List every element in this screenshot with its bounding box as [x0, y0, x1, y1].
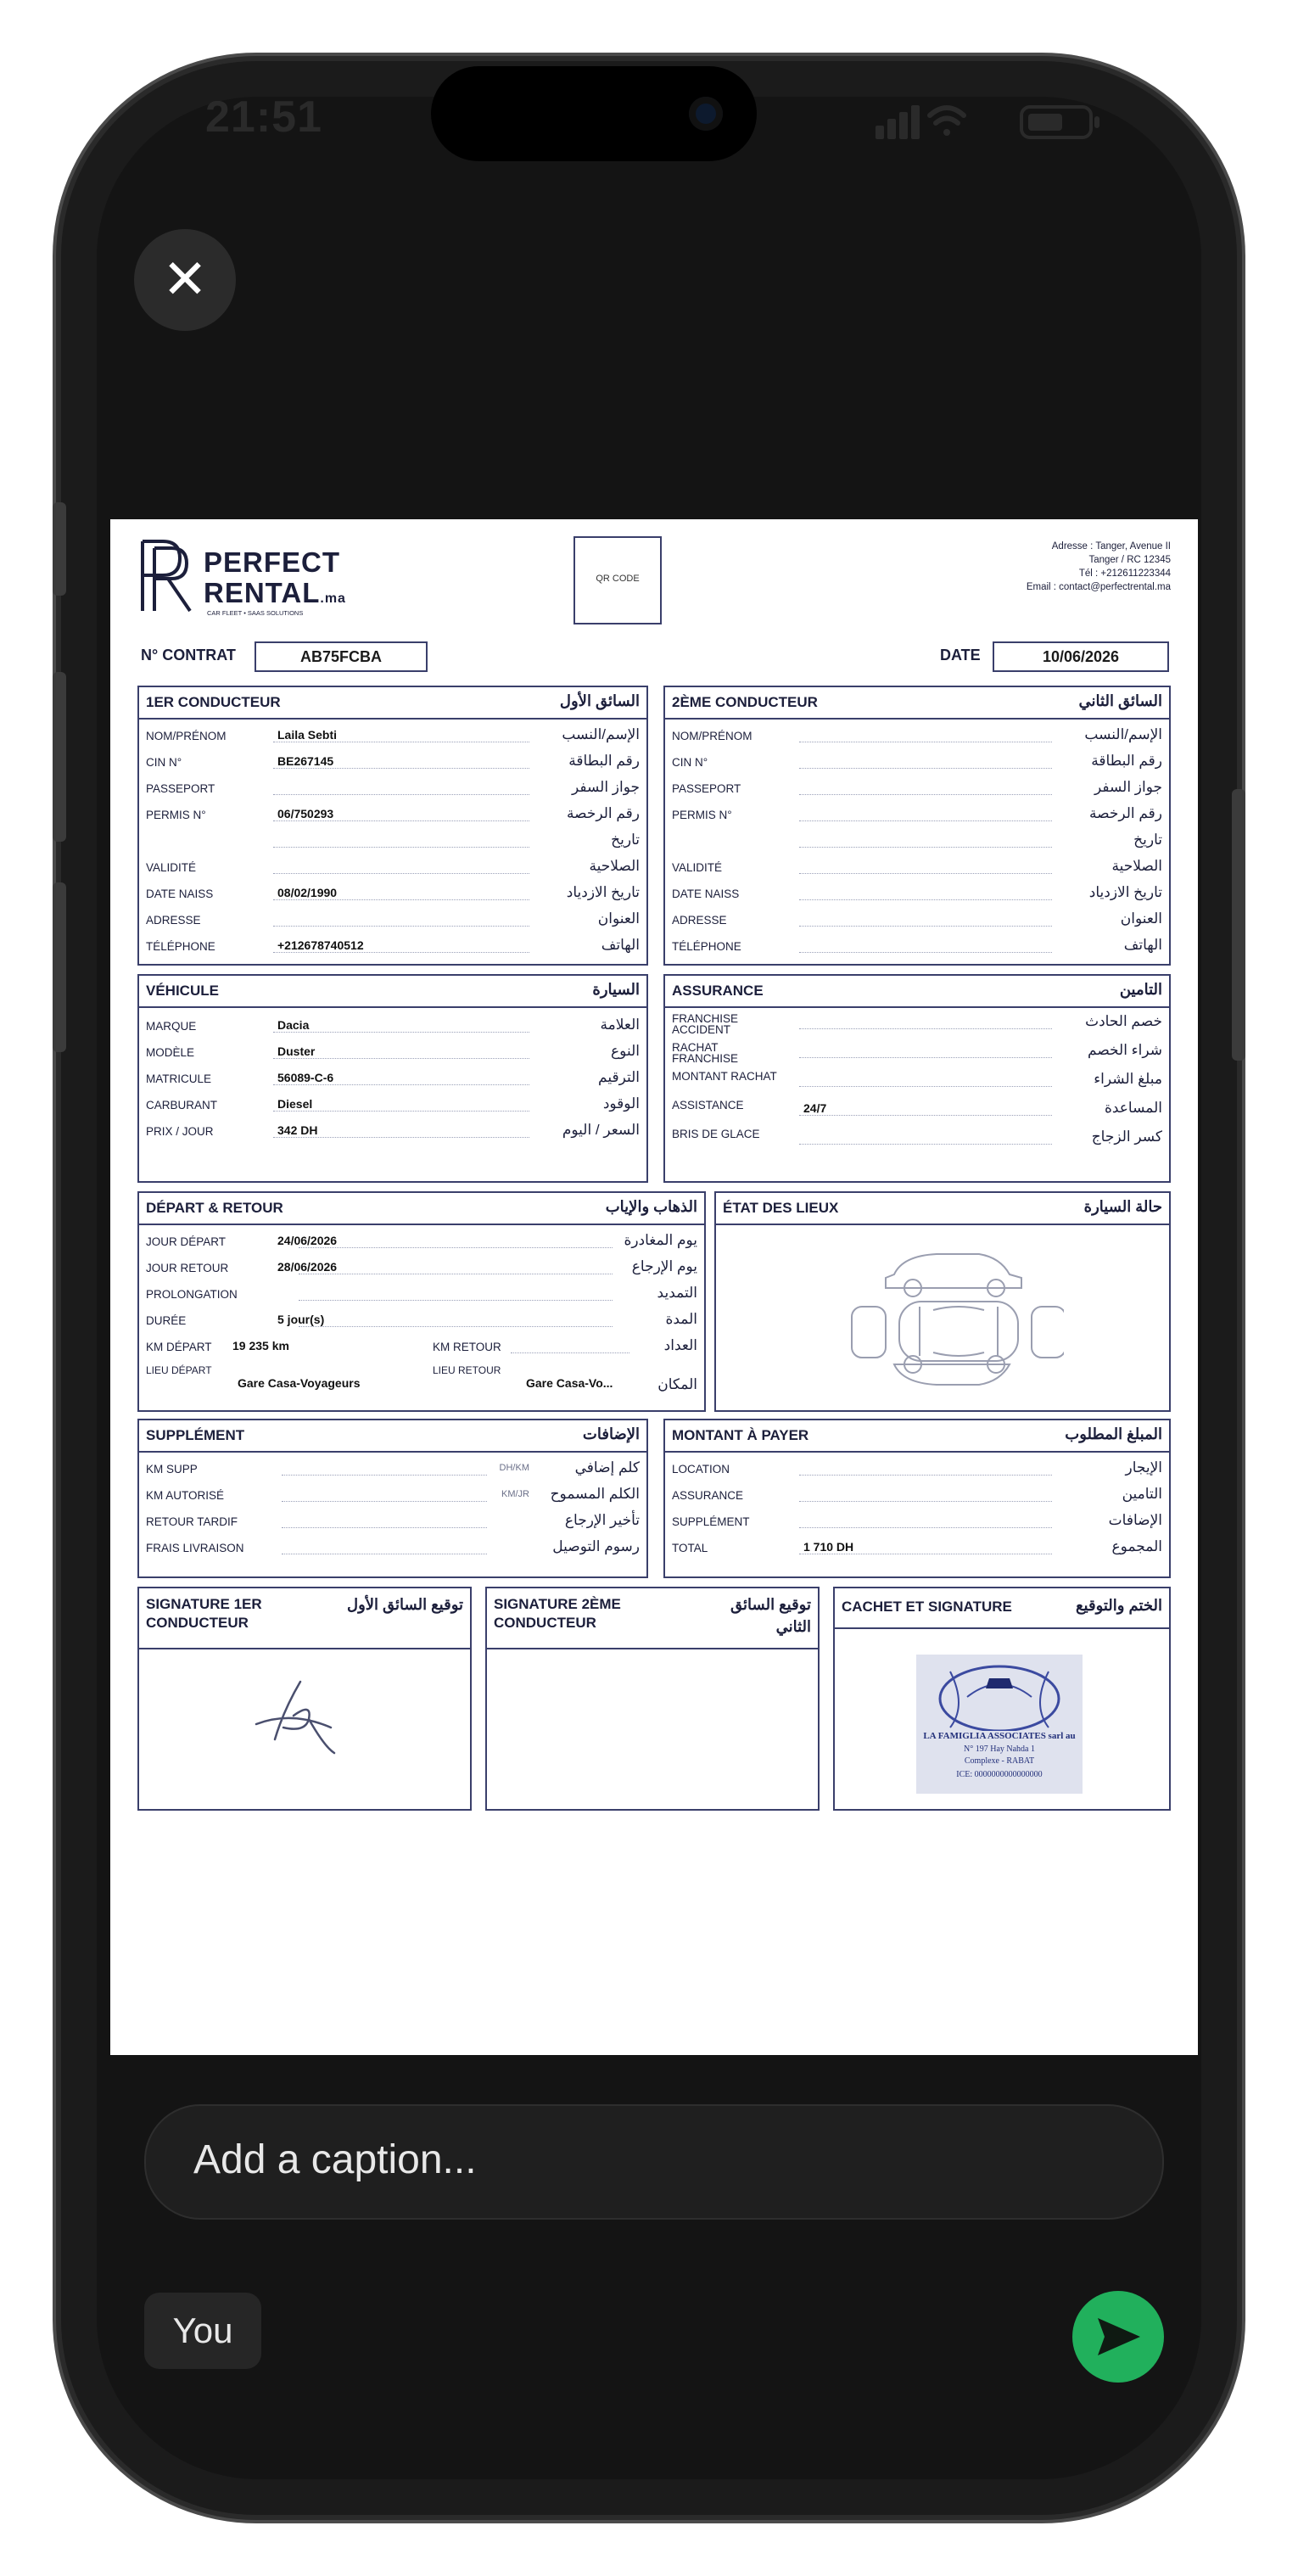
signature-driver2-box [485, 1587, 820, 1811]
address-line: Tél : +212611223344 [1078, 568, 1171, 579]
stamp-line2: N° 197 Hay Nahda 1 [964, 1744, 1035, 1754]
field-label-ar: جواز السفر [572, 779, 640, 795]
field-label: PROLONGATION [146, 1288, 238, 1301]
field-label-ar: تاريخ الازدياد [566, 884, 640, 900]
trip-header [139, 1193, 704, 1225]
contract-number-label: N° CONTRAT [141, 647, 236, 664]
field-label-ar: رقم البطاقة [568, 753, 640, 769]
field-value: 5 jour(s) [277, 1313, 325, 1326]
km-ar: العداد [663, 1337, 697, 1353]
field-dotted-line [799, 768, 1052, 769]
field-label-ar: الإيجار [1125, 1459, 1162, 1476]
driver1-row [146, 832, 640, 854]
field-label: KM AUTORISÉ [146, 1489, 225, 1502]
trip-row [146, 1285, 697, 1307]
field-dotted-line [799, 1475, 1052, 1476]
field-value: BE267145 [277, 754, 334, 768]
field-label: TÉLÉPHONE [146, 940, 215, 953]
driver2-title: 2ÈME CONDUCTEUR [672, 694, 818, 710]
field-dotted-line [282, 1475, 487, 1476]
logo-line2-text: RENTAL [204, 577, 321, 608]
stamp-title: CACHET ET SIGNATURE [842, 1599, 1012, 1615]
field-dotted-line [273, 899, 529, 900]
field-label: LOCATION [672, 1463, 730, 1476]
power-button [1232, 789, 1245, 1061]
km-retour-dots [511, 1352, 629, 1353]
driver1-header [139, 687, 646, 720]
field-label-ar: مبلغ الشراء [1094, 1071, 1162, 1087]
km-depart-label: KM DÉPART [146, 1341, 212, 1353]
driver2-header [665, 687, 1169, 720]
field-dotted-line [799, 1028, 1052, 1029]
supplement-section [137, 1419, 648, 1578]
vehicle-row [146, 1069, 640, 1091]
field-dotted-line [273, 768, 529, 769]
driver1-row [146, 779, 640, 801]
field-label-ar: خصم الحادث [1085, 1013, 1162, 1029]
logo-line2 [204, 577, 346, 609]
dynamic-island [431, 66, 757, 161]
vehicle-section [137, 974, 648, 1183]
address-line: Email : contact@perfectrental.ma [1026, 582, 1171, 592]
field-dotted-line [273, 794, 529, 795]
field-dotted-line [799, 926, 1052, 927]
field-label: RACHAT FRANCHISE [672, 1041, 739, 1065]
field-label: SUPPLÉMENT [672, 1515, 750, 1528]
field-dotted-line [273, 873, 529, 874]
field-label-ar: السعر / اليوم [562, 1122, 640, 1138]
condition-header [716, 1193, 1169, 1225]
document-preview [110, 519, 1198, 2055]
lieu-depart-value: Gare Casa-Voyageurs [238, 1376, 361, 1390]
payment-row [672, 1459, 1162, 1481]
payment-section [663, 1419, 1171, 1578]
field-label-ar: جواز السفر [1094, 779, 1162, 795]
signature-driver1-box [137, 1587, 472, 1811]
vehicle-header [139, 976, 646, 1008]
field-label: DATE NAISS [672, 888, 740, 900]
payment-header [665, 1420, 1169, 1453]
driver1-row [146, 937, 640, 959]
field-dotted-line [299, 1300, 613, 1301]
field-dotted-line [299, 1247, 613, 1248]
condition-section [714, 1191, 1171, 1412]
field-value: Diesel [277, 1097, 313, 1111]
field-label: PASSEPORT [146, 782, 215, 795]
field-label: JOUR RETOUR [146, 1262, 229, 1274]
field-label-ar: رسوم التوصيل [552, 1538, 640, 1554]
field-dotted-line [799, 899, 1052, 900]
insurance-section [663, 974, 1171, 1183]
supplement-row [146, 1538, 640, 1560]
vehicle-title: VÉHICULE [146, 983, 219, 999]
insurance-title: ASSURANCE [672, 983, 764, 999]
payment-title-ar: المبلغ المطلوب [1065, 1425, 1162, 1442]
field-value: 06/750293 [277, 807, 334, 820]
field-value: 28/06/2026 [277, 1260, 338, 1274]
insurance-row [672, 1128, 1162, 1151]
sig2-title: SIGNATURE 2ÈME CONDUCTEUR [494, 1596, 621, 1631]
field-label-ar: التمديد [657, 1285, 697, 1301]
insurance-title-ar: التامين [1119, 981, 1162, 998]
field-value: Dacia [277, 1018, 310, 1032]
supplement-header [139, 1420, 646, 1453]
field-dotted-line [799, 1115, 1052, 1116]
vehicle-row [146, 1043, 640, 1065]
km-row [146, 1337, 697, 1359]
field-dotted-line [799, 873, 1052, 874]
field-label: VALIDITÉ [146, 861, 197, 874]
field-value: 24/7 [803, 1101, 827, 1115]
field-label: NOM/PRÉNOM [672, 730, 753, 742]
field-dotted-line [282, 1527, 487, 1528]
date-value: 10/06/2026 [993, 641, 1169, 672]
car-diagram-icon [818, 1240, 1064, 1393]
lieu-retour-value: Gare Casa-Vo... [526, 1376, 613, 1390]
driver2-row [672, 726, 1162, 748]
lieu-retour-label: LIEU RETOUR [433, 1364, 501, 1376]
field-value: 08/02/1990 [277, 886, 338, 899]
supplement-row [146, 1459, 640, 1481]
field-label-ar: رقم البطاقة [1091, 753, 1162, 769]
trip-title: DÉPART & RETOUR [146, 1200, 283, 1216]
caption-placeholder: Add a caption... [193, 2137, 477, 2182]
cellular-signal-icon [876, 105, 920, 139]
field-value: 56089-C-6 [277, 1071, 334, 1084]
logo-line1: PERFECT [204, 546, 341, 578]
field-label: DURÉE [146, 1314, 187, 1327]
field-label: CIN N° [672, 756, 708, 769]
field-label: ADRESSE [146, 914, 201, 927]
field-value: 24/06/2026 [277, 1234, 338, 1247]
field-dotted-line [799, 1144, 1052, 1145]
field-label: NOM/PRÉNOM [146, 730, 227, 742]
insurance-header [665, 976, 1169, 1008]
field-label-ar: الترقيم [598, 1069, 640, 1085]
driver2-row [672, 910, 1162, 932]
field-dotted-line [799, 1527, 1052, 1528]
trip-section [137, 1191, 706, 1412]
contract-number-value: AB75FCBA [255, 641, 428, 672]
payment-row [672, 1486, 1162, 1508]
field-unit: KM/JR [501, 1489, 529, 1499]
field-label-ar: النوع [611, 1043, 640, 1059]
stamp-header [835, 1588, 1169, 1629]
logo-tagline: CAR FLEET • SAAS SOLUTIONS [207, 609, 304, 617]
field-label-ar: الإضافات [1108, 1512, 1162, 1528]
status-time: 21:51 [205, 92, 322, 142]
volume-up-button [53, 672, 66, 842]
supplement-title: SUPPLÉMENT [146, 1427, 245, 1443]
field-label: PRIX / JOUR [146, 1125, 214, 1138]
driver1-row [146, 726, 640, 748]
field-label: MONTANT RACHAT [672, 1070, 777, 1083]
vehicle-row [146, 1122, 640, 1144]
field-label: FRANCHISE ACCIDENT [672, 1012, 739, 1036]
field-label-ar: العنوان [597, 910, 640, 927]
field-label: VALIDITÉ [672, 861, 723, 874]
field-label-ar: الصلاحية [1111, 858, 1162, 874]
company-address [1027, 540, 1171, 594]
field-label-ar: يوم المغادرة [624, 1232, 697, 1248]
driver2-row [672, 884, 1162, 906]
sig2-title-ar: توقيع السائق الثاني [730, 1596, 811, 1635]
address-line: Tanger / RC 12345 [1088, 555, 1171, 565]
field-label-ar: الصلاحية [589, 858, 640, 874]
field-label-ar: الكلم المسموح [550, 1486, 640, 1502]
driver2-row [672, 805, 1162, 827]
field-label-ar: كسر الزجاج [1091, 1128, 1162, 1145]
field-label-ar: يوم الإرجاع [631, 1258, 697, 1274]
field-value: Laila Sebti [277, 728, 338, 742]
field-label-ar: التامين [1122, 1486, 1162, 1502]
field-dotted-line [273, 926, 529, 927]
sig2-header [487, 1588, 818, 1649]
field-label: DATE NAISS [146, 888, 214, 900]
field-unit: DH/KM [499, 1463, 529, 1473]
field-label: PASSEPORT [672, 782, 741, 795]
company-stamp-image [916, 1655, 1083, 1794]
field-label: PERMIS N° [672, 809, 732, 821]
close-icon: ✕ [162, 249, 208, 310]
sig1-title-ar: توقيع السائق الأول [346, 1596, 463, 1613]
field-label: BRIS DE GLACE [672, 1128, 760, 1140]
field-label-ar: كلم إضافي [574, 1459, 640, 1476]
field-label: CARBURANT [146, 1099, 218, 1112]
field-dotted-line [799, 820, 1052, 821]
caption-input[interactable] [144, 2104, 1164, 2220]
vehicle-row [146, 1016, 640, 1039]
supplement-row [146, 1512, 640, 1534]
driver1-row [146, 884, 640, 906]
driver1-row [146, 753, 640, 775]
trip-title-ar: الذهاب والإياب [605, 1198, 697, 1215]
field-dotted-line [799, 1057, 1052, 1058]
volume-down-button [53, 882, 66, 1052]
supplement-title-ar: الإضافات [582, 1425, 640, 1442]
field-label: FRAIS LIVRAISON [146, 1542, 244, 1554]
field-label: MATRICULE [146, 1072, 212, 1085]
status-icons [779, 95, 982, 146]
qr-code-label: QR CODE [596, 574, 640, 584]
driver2-row [672, 832, 1162, 854]
field-label: PERMIS N° [146, 809, 206, 821]
stamp-line3: Complexe - RABAT [964, 1756, 1035, 1766]
field-dotted-line [273, 820, 529, 821]
field-dotted-line [273, 1137, 529, 1138]
field-label-ar: الإسم/النسب [1084, 726, 1162, 742]
wifi-icon [930, 108, 964, 136]
field-value: 342 DH [277, 1123, 318, 1137]
address-line: Adresse : Tanger, Avenue II [1051, 541, 1171, 552]
field-dotted-line [273, 1032, 529, 1033]
field-label-ar: تاريخ [1133, 832, 1162, 848]
field-label-ar: العلامة [600, 1016, 640, 1033]
field-dotted-line [273, 952, 529, 953]
insurance-row [672, 1071, 1162, 1093]
stamp-title-ar: الختم والتوقيع [1075, 1597, 1162, 1614]
field-value: 1 710 DH [803, 1540, 854, 1554]
send-icon [1093, 2313, 1144, 2360]
payment-row [672, 1512, 1162, 1534]
vehicle-title-ar: السيارة [592, 981, 640, 998]
insurance-row [672, 1042, 1162, 1064]
driver1-title-ar: السائق الأول [559, 692, 640, 709]
field-label: KM SUPP [146, 1463, 198, 1476]
insurance-row [672, 1100, 1162, 1122]
field-value: Duster [277, 1044, 316, 1058]
condition-title: ÉTAT DES LIEUX [723, 1200, 839, 1216]
action-button [53, 502, 66, 596]
stamp-box [833, 1587, 1171, 1811]
payment-row [672, 1538, 1162, 1560]
field-label-ar: تأخير الإرجاع [564, 1512, 640, 1528]
field-label: ASSURANCE [672, 1489, 744, 1502]
field-label-ar: تاريخ [611, 832, 640, 848]
field-label: CIN N° [146, 756, 182, 769]
insurance-row [672, 1013, 1162, 1035]
field-label: RETOUR TARDIF [146, 1515, 238, 1528]
driver2-row [672, 753, 1162, 775]
lieu-row [146, 1361, 697, 1395]
sig1-title: SIGNATURE 1ER CONDUCTEUR [146, 1596, 262, 1631]
field-label-ar: المجموع [1111, 1538, 1162, 1554]
field-label-ar: المساعدة [1104, 1100, 1162, 1116]
trip-row [146, 1258, 697, 1280]
field-value: +212678740512 [277, 938, 364, 952]
field-label: TOTAL [672, 1542, 708, 1554]
field-label-ar: الهاتف [601, 937, 640, 953]
field-label-ar: شراء الخصم [1088, 1042, 1162, 1058]
driver1-section [137, 686, 648, 966]
field-dotted-line [273, 1111, 529, 1112]
field-dotted-line [799, 1086, 1052, 1087]
field-label: ADRESSE [672, 914, 727, 927]
driver1-row [146, 805, 640, 827]
stamp-company: LA FAMIGLIA ASSOCIATES sarl au [923, 1731, 1076, 1741]
field-label: ASSISTANCE [672, 1099, 744, 1112]
driver2-row [672, 937, 1162, 959]
sig1-header [139, 1588, 470, 1649]
driver1-title: 1ER CONDUCTEUR [146, 694, 281, 710]
camera-icon [689, 97, 723, 131]
supplement-row [146, 1486, 640, 1508]
field-dotted-line [273, 847, 529, 848]
field-label-ar: تاريخ الازدياد [1088, 884, 1162, 900]
vehicle-row [146, 1095, 640, 1117]
trip-row [146, 1232, 697, 1254]
lieu-ar: المكان [657, 1376, 697, 1392]
close-button[interactable] [134, 229, 236, 331]
logo-suffix: .ma [320, 591, 346, 606]
field-dotted-line [799, 952, 1052, 953]
driver2-title-ar: السائق الثاني [1078, 692, 1162, 709]
lieu-depart-label: LIEU DÉPART [146, 1364, 212, 1376]
send-button[interactable] [1072, 2291, 1164, 2383]
field-dotted-line [273, 1084, 529, 1085]
field-label-ar: الهاتف [1123, 937, 1162, 953]
field-dotted-line [799, 847, 1052, 848]
field-label: JOUR DÉPART [146, 1235, 227, 1248]
driver2-row [672, 779, 1162, 801]
field-label-ar: الوقود [602, 1095, 640, 1112]
driver2-row [672, 858, 1162, 880]
driver2-section [663, 686, 1171, 966]
field-dotted-line [799, 1501, 1052, 1502]
field-label: MARQUE [146, 1020, 197, 1033]
handwritten-signature-icon [249, 1677, 343, 1761]
payment-title: MONTANT À PAYER [672, 1427, 809, 1443]
field-dotted-line [799, 794, 1052, 795]
date-label: DATE [940, 647, 981, 664]
field-dotted-line [282, 1501, 487, 1502]
stamp-emblem-icon [916, 1655, 1083, 1731]
field-label-ar: الإسم/النسب [562, 726, 640, 742]
field-label: TÉLÉPHONE [672, 940, 741, 953]
perfect-rental-logo-icon [137, 536, 197, 614]
field-dotted-line [299, 1326, 613, 1327]
field-dotted-line [273, 1058, 529, 1059]
battery-icon [1020, 105, 1108, 139]
field-label-ar: المدة [665, 1311, 697, 1327]
field-label-ar: رقم الرخصة [566, 805, 640, 821]
condition-title-ar: حالة السيارة [1083, 1198, 1162, 1215]
field-label: MODÈLE [146, 1046, 195, 1059]
recipient-chip[interactable]: You [144, 2293, 261, 2369]
stamp-line4: ICE: 0000000000000000 [956, 1770, 1043, 1779]
field-label-ar: العنوان [1120, 910, 1162, 927]
trip-row [146, 1311, 697, 1333]
driver1-row [146, 858, 640, 880]
field-label-ar: رقم الرخصة [1088, 805, 1162, 821]
driver1-row [146, 910, 640, 932]
km-retour-label: KM RETOUR [433, 1341, 501, 1353]
km-depart-value: 19 235 km [232, 1339, 289, 1352]
qr-code-placeholder [573, 536, 662, 624]
